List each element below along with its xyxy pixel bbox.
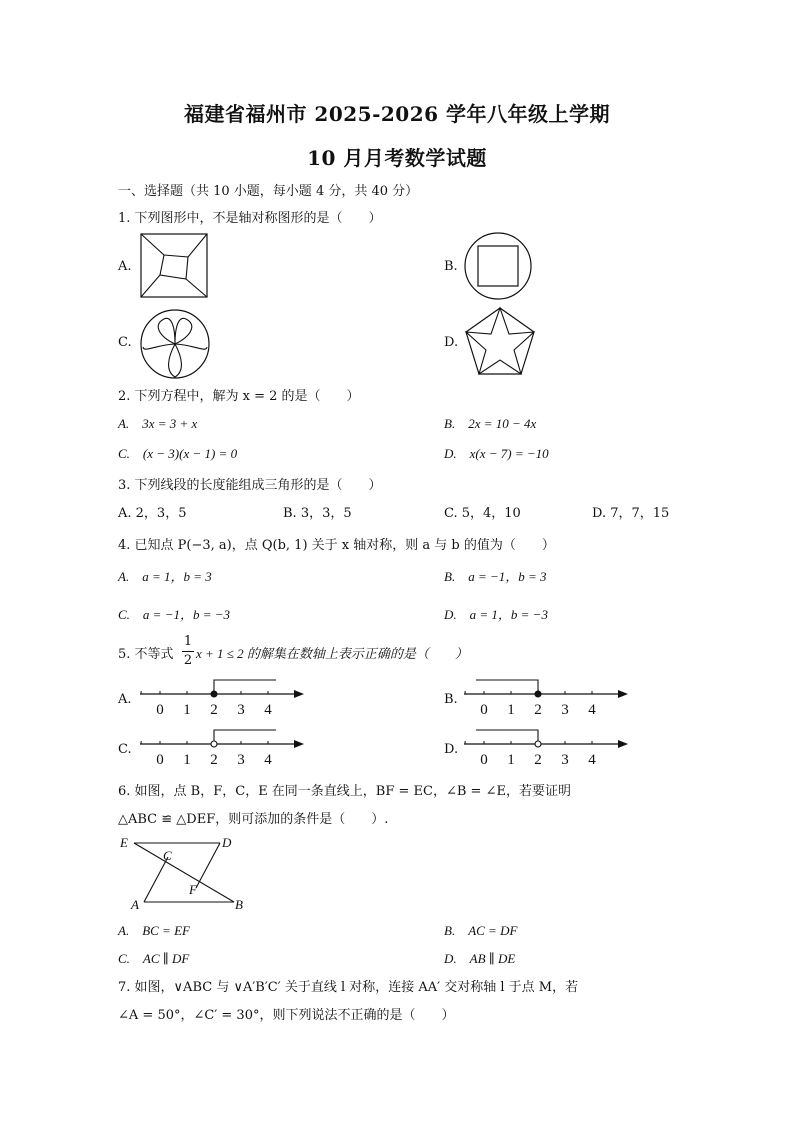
axis-tick-label: 1 (183, 702, 191, 718)
q6-option-a: A. BC = EF (118, 923, 190, 938)
axis-tick-label: 1 (507, 752, 515, 768)
q3-stem: 3. 下列线段的长度能组成三角形的是（ ） (118, 478, 382, 493)
q5-stem-prefix: 5. 不等式 (118, 647, 174, 662)
solution-bracket (476, 730, 538, 744)
q6-line-ac (144, 857, 168, 902)
axis-arrow-icon (618, 690, 628, 698)
q6-label-d: D (222, 835, 232, 850)
hollow-point (211, 741, 217, 747)
solution-bracket (214, 730, 276, 744)
q6-stem-line-2: △ABC ≌ △DEF，则可添加的条件是（ ）. (118, 812, 389, 827)
axis-tick-label: 2 (534, 702, 542, 718)
axis-arrow-icon (618, 740, 628, 748)
q5-option-a-label: A. (118, 692, 132, 707)
axis-tick-label: 0 (480, 702, 488, 718)
q2-stem: 2. 下列方程中，解为 x = 2 的是（ ） (118, 389, 360, 404)
axis-tick-label: 3 (237, 752, 245, 768)
q5-number-line-c (138, 726, 308, 772)
solution-bracket (476, 680, 538, 694)
section-heading: 一、选择题（共 10 小题，每小题 4 分，共 40 分） (118, 184, 419, 199)
axis-tick-label: 4 (264, 752, 272, 768)
axis-tick-label: 4 (588, 752, 596, 768)
q1-figure-d-star-in-pentagon (464, 306, 536, 378)
q3-option-b: B. 3，3，5 (283, 506, 352, 521)
q6-stem-line-1: 6. 如图，点 B，F，C，E 在同一条直线上，BF = EC，∠B = ∠E，若要证明 (118, 784, 571, 799)
q5-fraction-denominator: 2 (183, 653, 193, 668)
q6-option-c: C. AC ∥ DF (118, 951, 190, 966)
q4-stem: 4. 已知点 P(−3, a)，点 Q(b, 1) 关于 x 轴对称，则 a 与 b 的值为（ ） (118, 538, 555, 553)
q7-stem-line-1: 7. 如图，∨ABC 与 ∨A′B′C′ 关于直线 l 对称，连接 AA′ 交对称轴 l 于点 M，若 (118, 980, 579, 995)
axis-tick-label: 2 (210, 702, 218, 718)
axis-tick-label: 0 (156, 702, 164, 718)
axis-tick-label: 3 (561, 702, 569, 718)
q1-figure-b-square-in-circle (464, 232, 532, 300)
axis-tick-label: 1 (507, 702, 515, 718)
q6-label-b: B (235, 897, 243, 912)
q2-option-d: D. x(x − 7) = −10 (444, 446, 549, 461)
q6-geometry-figure (118, 832, 258, 914)
axis-tick-label: 2 (210, 752, 218, 768)
solid-point (535, 691, 541, 697)
q4-option-b: B. a = −1，b = 3 (444, 569, 547, 584)
q2-option-c: C. (x − 3)(x − 1) = 0 (118, 446, 238, 461)
q1-option-c-label: C. (118, 335, 132, 350)
q6-label-c: C (163, 848, 172, 863)
q5-number-line-a (138, 676, 308, 722)
title-line-1: 福建省福州市 2025-2026 学年八年级上学期 (183, 102, 611, 126)
solution-bracket (214, 680, 276, 694)
q6-line-df (196, 843, 220, 888)
axis-arrow-icon (294, 690, 304, 698)
axis-tick-label: 3 (237, 702, 245, 718)
q5-number-line-d (462, 726, 632, 772)
q1-option-d-label: D. (444, 335, 459, 350)
q5-option-d-label: D. (444, 742, 459, 757)
q6-option-d: D. AB ∥ DE (444, 951, 516, 966)
q1-option-a-label: A. (118, 259, 132, 274)
q6-option-b: B. AC = DF (444, 923, 518, 938)
q5-stem-suffix: x + 1 ≤ 2 的解集在数轴上表示正确的是（ ） (196, 646, 468, 661)
q5-fraction-numerator: 1 (183, 634, 193, 649)
title-line-2: 10 月月考数学试题 (307, 146, 487, 170)
axis-tick-label: 2 (534, 752, 542, 768)
q4-option-a: A. a = 1，b = 3 (118, 569, 212, 584)
axis-tick-label: 3 (561, 752, 569, 768)
axis-tick-label: 4 (588, 702, 596, 718)
q1-figure-a-pinwheel-square (140, 233, 208, 298)
hollow-point (535, 741, 541, 747)
q3-option-a: A. 2，3，5 (118, 506, 187, 521)
q1-stem: 1. 下列图形中，不是轴对称图形的是（ ） (118, 211, 382, 226)
q1-option-b-label: B. (444, 259, 458, 274)
axis-tick-label: 4 (264, 702, 272, 718)
q5-fraction-bar (182, 651, 194, 652)
axis-tick-label: 0 (156, 752, 164, 768)
q7-stem-line-2: ∠A = 50°，∠C′ = 30°，则下列说法不正确的是（ ） (118, 1008, 455, 1023)
axis-tick-label: 0 (480, 752, 488, 768)
q2-option-b: B. 2x = 10 − 4x (444, 416, 537, 431)
axis-tick-label: 1 (183, 752, 191, 768)
q2-option-a: A. 3x = 3 + x (118, 416, 198, 431)
q5-option-c-label: C. (118, 742, 132, 757)
q3-option-c: C. 5，4，10 (444, 506, 521, 521)
q5-option-b-label: B. (444, 692, 458, 707)
q4-option-c: C. a = −1，b = −3 (118, 607, 231, 622)
solid-point (211, 691, 217, 697)
q5-number-line-b (462, 676, 632, 722)
q4-option-d: D. a = 1，b = −3 (444, 607, 548, 622)
q6-label-f: F (189, 882, 197, 897)
q6-label-e: E (120, 835, 128, 850)
axis-arrow-icon (294, 740, 304, 748)
q6-label-a: A (131, 897, 139, 912)
q3-option-d: D. 7，7，15 (592, 506, 670, 521)
q1-figure-c-three-petal-circle (140, 309, 210, 379)
